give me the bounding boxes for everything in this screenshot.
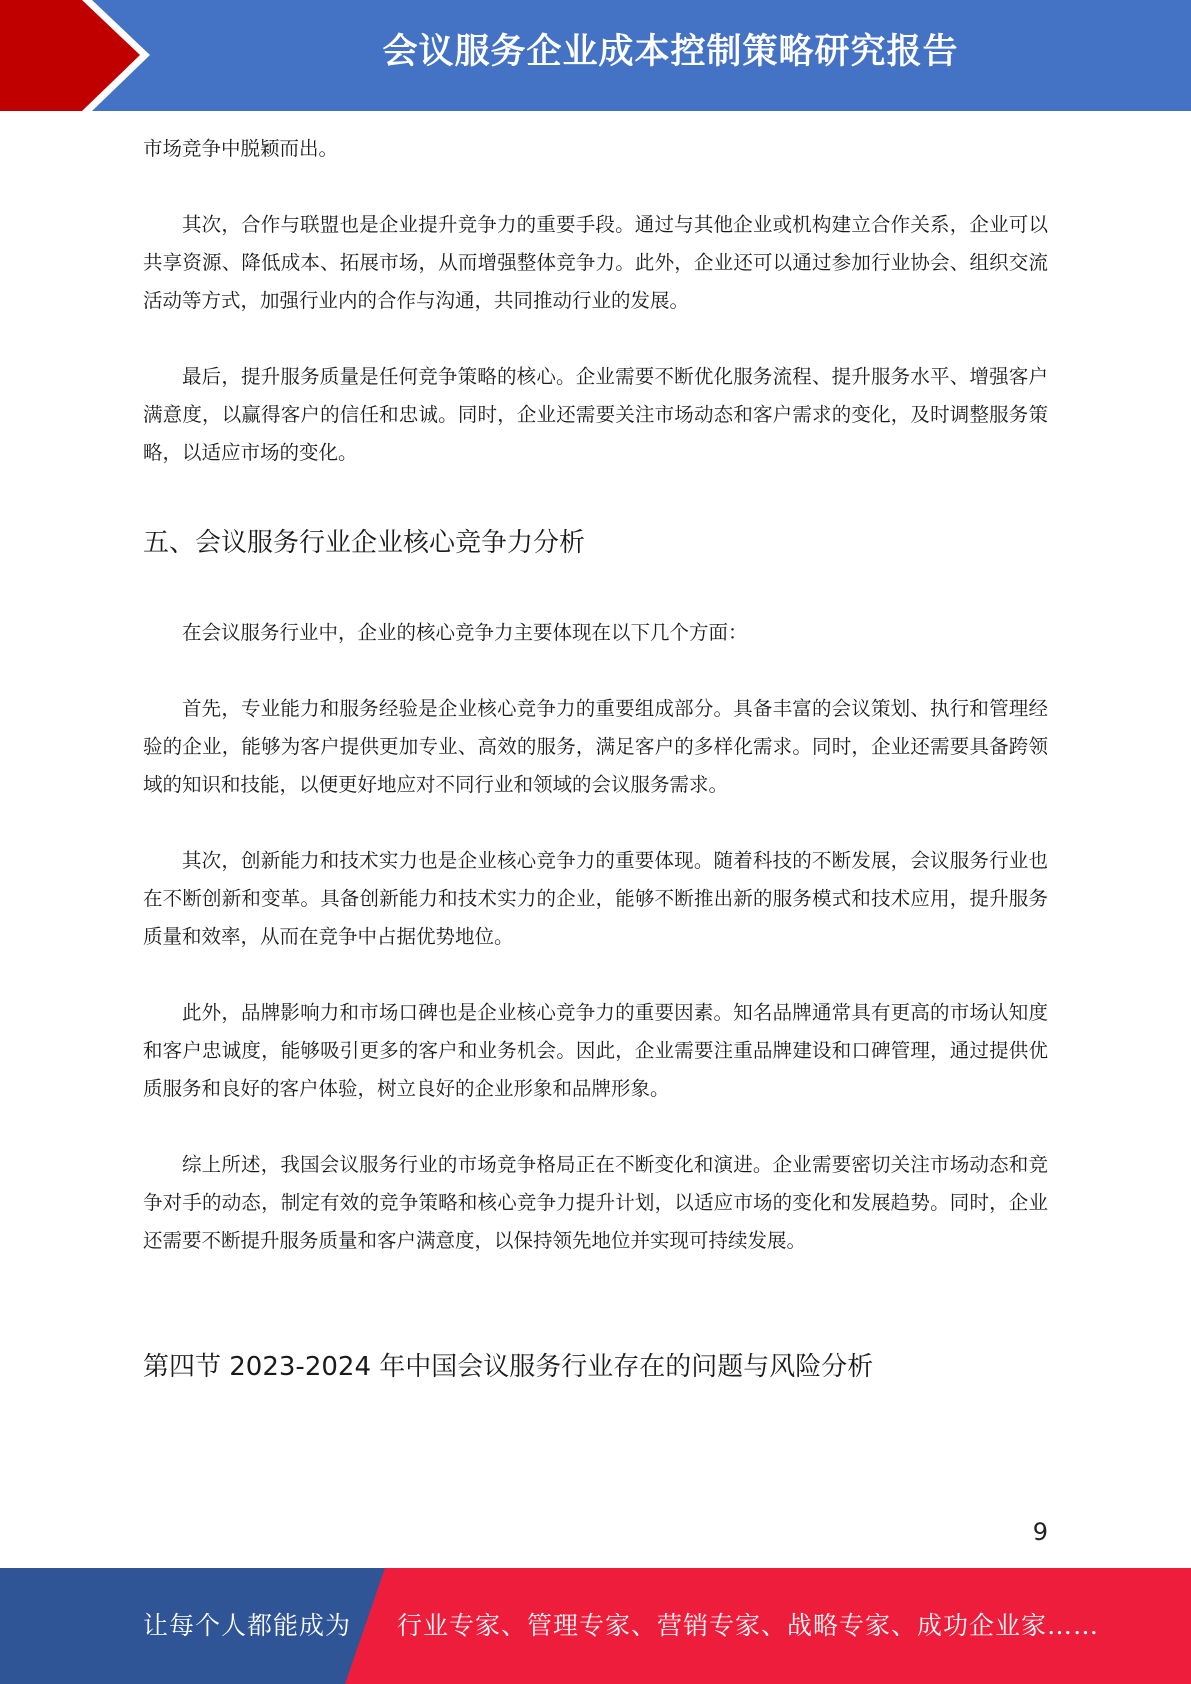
footer-slogan-right: 行业专家、管理专家、营销专家、战略专家、成功企业家…… [397, 1611, 1100, 1640]
page-number: 9 [1032, 1518, 1048, 1546]
section-heading: 五、会议服务行业企业核心竞争力分析 [143, 528, 586, 558]
paragraph: 最后，提升服务质量是任何竞争策略的核心。企业需要不断优化服务流程、提升服务水平、增强客户满意度，以赢得客户的信任和忠诚。同时，企业还需要关注市场动态和客户需求的变化，及时调整服务策略，以适应市场的变化。 [143, 365, 1048, 464]
paragraph: 综上所述，我国会议服务行业的市场竞争格局正在不断变化和演进。企业需要密切关注市场动态和竞争对手的动态，制定有效的竞争策略和核心竞争力提升计划，以适应市场的变化和发展趋势。同时，企业还需要不断提升服务质量和客户满意度，以保持领先地位并实现可持续发展。 [143, 1153, 1048, 1252]
chapter-section-heading: 第四节 2023-2024 年中国会议服务行业存在的问题与风险分析 [143, 1352, 874, 1382]
footer-banner [0, 1568, 1191, 1684]
document-title: 会议服务企业成本控制策略研究报告 [382, 32, 959, 72]
header-banner [0, 0, 1191, 111]
paragraph: 市场竞争中脱颖而出。 [143, 137, 339, 160]
paragraph: 首先，专业能力和服务经验是企业核心竞争力的重要组成部分。具备丰富的会议策划、执行和管理经验的企业，能够为客户提供更加专业、高效的服务，满足客户的多样化需求。同时，企业还需要具备跨领域的知识和技能，以便更好地应对不同行业和领域的会议服务需求。 [143, 697, 1048, 796]
paragraph: 此外，品牌影响力和市场口碑也是企业核心竞争力的重要因素。知名品牌通常具有更高的市场认知度和客户忠诚度，能够吸引更多的客户和业务机会。因此，企业需要注重品牌建设和口碑管理，通过提供优质服务和良好的客户体验，树立良好的企业形象和品牌形象。 [143, 1001, 1048, 1100]
paragraph: 在会议服务行业中，企业的核心竞争力主要体现在以下几个方面： [182, 621, 748, 644]
document-body [143, 130, 1048, 510]
document-body-continued [143, 614, 1048, 1298]
paragraph: 其次，创新能力和技术实力也是企业核心竞争力的重要体现。随着科技的不断发展，会议服务行业也在不断创新和变革。具备创新能力和技术实力的企业，能够不断推出新的服务模式和技术应用，提升服务质量和效率，从而在竞争中占据优势地位。 [143, 849, 1048, 948]
paragraph: 其次，合作与联盟也是企业提升竞争力的重要手段。通过与其他企业或机构建立合作关系，企业可以共享资源、降低成本、拓展市场，从而增强整体竞争力。此外，企业还可以通过参加行业协会、组织交流活动等方式，加强行业内的合作与沟通，共同推动行业的发展。 [143, 213, 1048, 312]
footer-slogan-left: 让每个人都能成为 [143, 1611, 352, 1640]
